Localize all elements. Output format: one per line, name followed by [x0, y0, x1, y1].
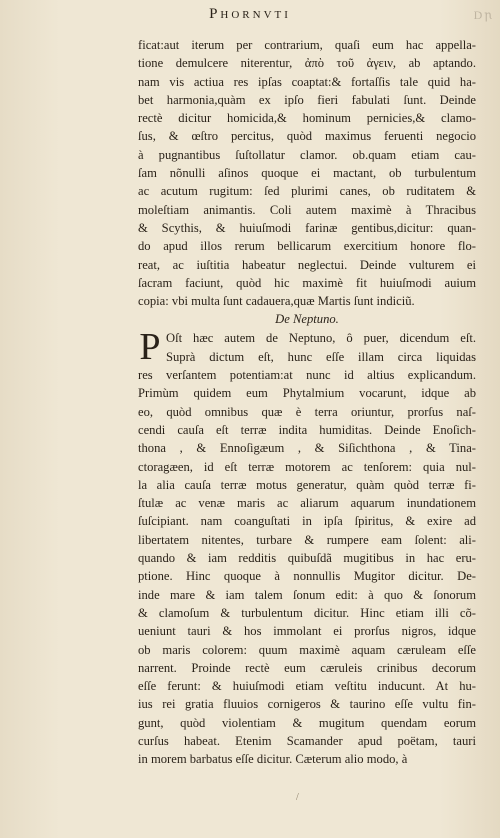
text-line: Oſt hæc autem de Neptuno, ô puer, dicendum eſt.: [166, 331, 476, 346]
text-line: inde mare & iam talem ſonum edit: à quo & ſonorum: [138, 587, 476, 602]
bleed-through-text: Dꞃ: [473, 8, 494, 22]
text-line: eſſe ferunt: & huiuſmodi etiam veſtitu inducunt. At hu-: [138, 679, 476, 694]
text-line: bet harmonia,quàm ex ipſo fieri fabulati ſunt. Deinde: [138, 92, 476, 107]
text-line: Primùm quidem eum Phytalmium vocarunt, idque ab: [138, 386, 476, 401]
text-line: la alia cauſa terræ motus generatur, quàm quòd terræ fi-: [138, 477, 476, 492]
text-line: cendi cauſa eſt terræ indita humiditas. Deinde Enoſich-: [138, 422, 476, 437]
text-line: ctoragæen, id eſt terræ motorem ac tenſorem: quia nul-: [138, 459, 476, 474]
text-block: [138, 36, 476, 769]
text-line: Suprà dictum eſt, hunc eſſe illam circa liquidas: [166, 349, 476, 364]
text-line: quando & iam redditis quibuſdã mugitibus in hac eru-: [138, 551, 476, 566]
text-line: ſuſcipiant. nam coanguſtati in ipſa ſpiritus, & exire ad: [138, 514, 476, 529]
text-line: curſus habeat. Etenim Scamander apud poëtam, tauri: [138, 733, 476, 748]
page-header: [0, 6, 500, 28]
text-line: ſus, & œſtro percitus, quòd maximus feruenti negocio: [138, 129, 476, 144]
text-line: ob maris colorem: quum maximè aquam cæruleam eſſe: [138, 642, 476, 657]
text-line: nam vis actiua res ipſas coaptat:& fortaſſis tale quid ha-: [138, 74, 476, 89]
section-heading: De Neptuno.: [275, 312, 339, 327]
text-line: reat, ac iuſtitia habeatur neglectui. Deinde vulturem ei: [138, 257, 476, 272]
text-line: copia: vbi multa ſunt cadauera,quæ Martis ſunt indiciũ.: [138, 294, 415, 309]
text-line: ſacram faciunt, quòd hic maximè fit huiuſmodi auium: [138, 275, 476, 290]
drop-capital: P: [139, 326, 161, 369]
text-line: ac acutum rugitum: ſed plurimi canes, ob ruditatem &: [138, 184, 476, 199]
text-line: & Scythis, & huiuſmodi farinæ gentibus,dicitur: quan-: [138, 220, 476, 235]
text-line: narrent. Proinde rectè eum cæruleis crinibus decorum: [138, 660, 476, 675]
paragraph-mars: [138, 36, 476, 310]
text-line: ficat:aut iterum per contrarium, quaſi eum hac appella-: [138, 38, 476, 52]
text-line: in morem barbatus eſſe dicitur. Cæterum alio modo, à: [138, 752, 408, 767]
text-line: rectè dicitur homicida,& hominum pernicies,& clamo-: [138, 111, 476, 126]
text-line: moleſtiam animantis. Coli autem maximè à Thracibus: [138, 202, 476, 217]
text-line: tione demulcere niterentur, ἀπὸ τοῦ ἀγειν, ab aptando.: [138, 56, 476, 71]
paragraph-neptune: [138, 326, 476, 768]
text-line: & clamoſum & turbulentum dicitur. Hinc etiam illi cõ-: [138, 605, 476, 620]
text-line: à pugnantibus ſuſtollatur clamor. ob.quam etiam cau-: [138, 147, 476, 162]
text-line: ptione. Hinc quoque à nonnullis Mugitor dicitur. De-: [138, 569, 476, 584]
text-line: eo, quòd omnibus quæ è terra oriuntur, prorſus naſ-: [138, 404, 476, 419]
text-line: res verſantem potentiam:at nunc id altius explicandum.: [138, 368, 476, 383]
text-line: do apud illos rerum bellicarum exercitium honore flo-: [138, 239, 476, 254]
text-line: ius rei gratia fluuios cornigeros & taurino eſſe vultu fin-: [138, 697, 476, 712]
text-line: libertatem nitentes, turbare & rumpere eam ſolent: ali-: [138, 532, 476, 547]
page-mark: /: [296, 792, 299, 803]
text-line: ueniunt tauri & hos immolant ei prorſus nigros, idque: [138, 624, 476, 639]
text-line: ſam nõnulli aſinos quoque ei mactant, ob turbulentum: [138, 166, 476, 181]
text-line: ſtulæ ac venæ maris ac aliarum aquarum inundationem: [138, 496, 476, 511]
running-title: Phornvti: [209, 6, 291, 22]
text-line: gunt, quòd violentiam & mugitum quendam eorum: [138, 715, 476, 730]
text-line: thona , & Ennoſigæum , & Siſichthona , & Tina-: [138, 441, 476, 456]
